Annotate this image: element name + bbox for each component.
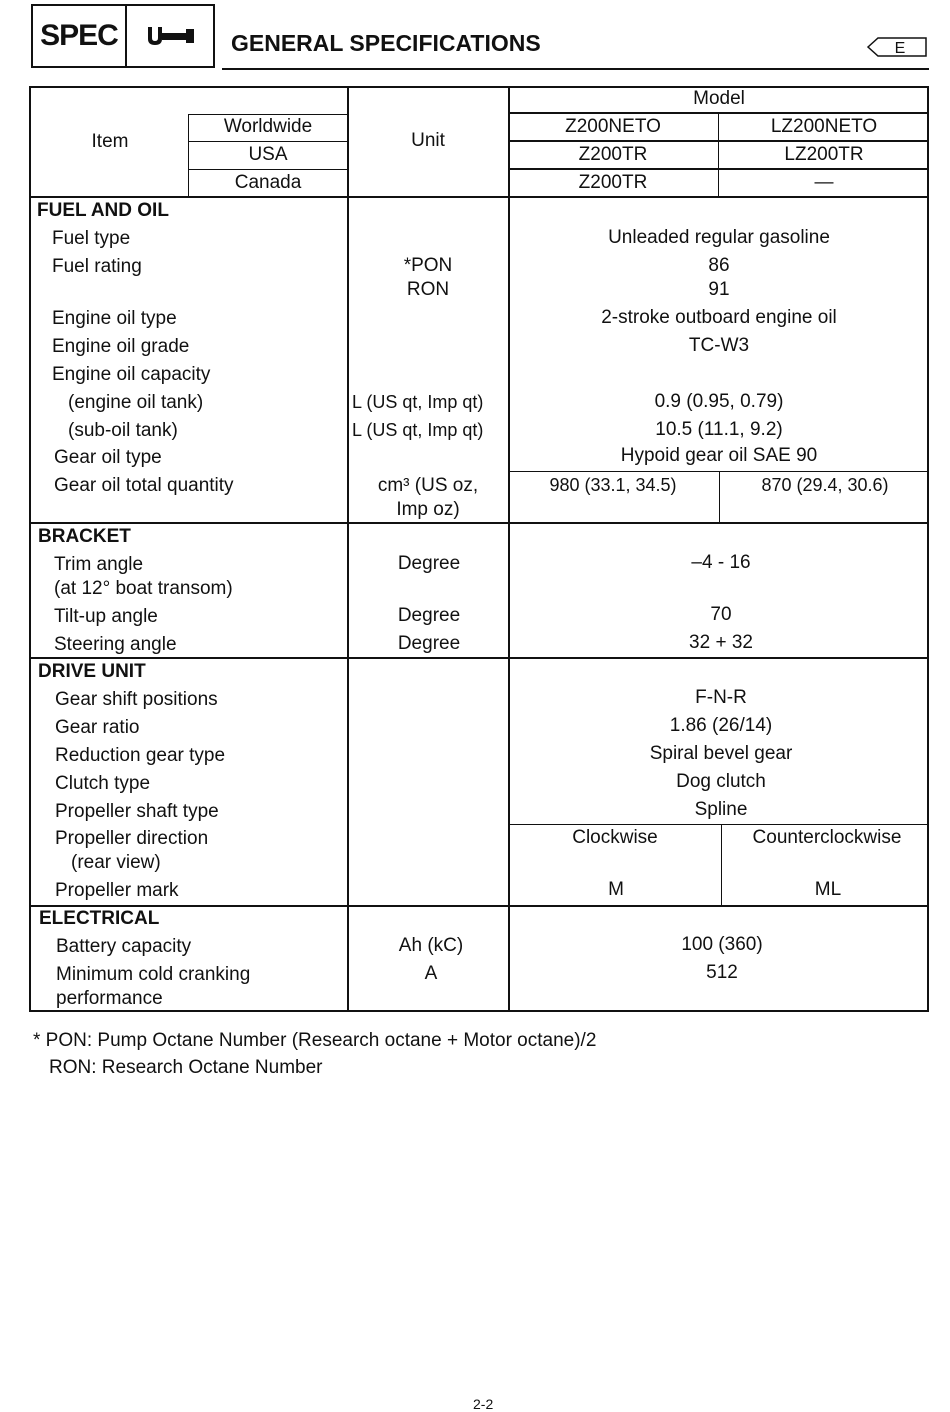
row-value: Counterclockwise — [752, 827, 902, 848]
row-item: Propeller direction — [55, 828, 209, 849]
model-cell: Z200NETO — [565, 116, 661, 137]
value-column-divider — [508, 88, 510, 1010]
row-unit: L (US qt, Imp qt) — [352, 420, 484, 440]
row-item: Reduction gear type — [55, 745, 226, 766]
spec-table — [29, 86, 929, 1012]
row-item: Fuel rating — [52, 256, 142, 277]
row-item: Tilt-up angle — [54, 606, 158, 627]
bracket-rule — [31, 522, 929, 524]
region-worldwide: Worldwide — [223, 116, 313, 137]
language-badge-label: E — [894, 40, 906, 57]
region-rule-2 — [188, 169, 348, 170]
region-divider — [188, 114, 189, 197]
row-item: performance — [56, 988, 163, 1009]
row-value: 32 + 32 — [689, 632, 753, 653]
row-item: Gear oil type — [54, 447, 162, 468]
row-value: 1.86 (26/14) — [669, 715, 773, 736]
row-value: 86 — [708, 255, 730, 276]
model-header: Model — [693, 88, 745, 109]
row-item: Engine oil grade — [52, 336, 190, 357]
gear-oil-rule — [509, 471, 929, 472]
row-value: Spiral bevel gear — [649, 743, 793, 764]
section-title: FUEL AND OIL — [37, 200, 169, 221]
row-unit: Imp oz) — [396, 499, 460, 520]
row-item: Steering angle — [54, 634, 177, 655]
row-item: Minimum cold cranking — [56, 964, 251, 985]
page-title: GENERAL SPECIFICATIONS — [231, 30, 541, 56]
header-bottom-rule — [31, 196, 929, 198]
gear-oil-split — [719, 472, 720, 522]
row-unit: A — [424, 963, 438, 984]
row-item: (rear view) — [71, 852, 161, 873]
section-badge — [31, 4, 215, 68]
model-cell: Z200TR — [578, 144, 648, 165]
row-unit: Degree — [397, 605, 461, 626]
row-value: 2-stroke outboard engine oil — [601, 307, 837, 328]
row-item: Clutch type — [55, 773, 151, 794]
propeller-rule — [509, 824, 929, 825]
footnote-pon: * PON: Pump Octane Number (Research octane + Motor octane)/2 — [33, 1030, 597, 1051]
row-item: Fuel type — [52, 228, 131, 249]
row-value: Hypoid gear oil SAE 90 — [620, 445, 818, 466]
unit-header: Unit — [411, 130, 445, 151]
section-title: BRACKET — [38, 526, 131, 547]
page-number: 2-2 — [473, 1396, 494, 1412]
row-item: Battery capacity — [56, 936, 192, 957]
row-item: Engine oil type — [52, 308, 177, 329]
row-value: 70 — [710, 604, 732, 625]
row-item: Gear ratio — [55, 717, 140, 738]
model-cell: Z200TR — [578, 172, 648, 193]
region-rule-1 — [188, 141, 348, 142]
row-item: (sub-oil tank) — [68, 420, 178, 441]
row-item: (engine oil tank) — [68, 392, 204, 413]
region-canada: Canada — [234, 172, 302, 193]
row-value: 100 (360) — [681, 934, 763, 955]
row-unit: Ah (kC) — [398, 935, 464, 956]
region-rule-top — [188, 114, 348, 115]
row-value: 91 — [708, 279, 730, 300]
row-value: M — [608, 879, 624, 900]
row-value: –4 - 16 — [691, 552, 751, 573]
section-title: ELECTRICAL — [39, 908, 160, 929]
row-value: Dog clutch — [676, 771, 766, 792]
row-value: Clockwise — [572, 827, 658, 848]
row-value: ML — [814, 879, 842, 900]
model-cell: — — [814, 172, 834, 193]
model-rule-2 — [509, 168, 929, 170]
model-divider — [718, 114, 719, 197]
model-cell: LZ200NETO — [770, 116, 878, 137]
row-value: Unleaded regular gasoline — [608, 227, 830, 248]
row-value: 980 (33.1, 34.5) — [549, 475, 677, 495]
section-title: DRIVE UNIT — [38, 661, 146, 682]
unit-column-divider — [347, 88, 349, 1010]
row-unit: L (US qt, Imp qt) — [352, 392, 484, 412]
row-item: (at 12° boat transom) — [54, 578, 233, 599]
row-item: Propeller shaft type — [55, 801, 219, 822]
row-unit: Degree — [397, 633, 461, 654]
footnote-ron: RON: Research Octane Number — [49, 1057, 323, 1078]
model-rule-1 — [509, 140, 929, 142]
wrench-icon — [127, 6, 213, 66]
title-underline — [222, 68, 929, 70]
row-value: 0.9 (0.95, 0.79) — [654, 391, 784, 412]
drive-unit-rule — [31, 657, 929, 659]
model-cell: LZ200TR — [784, 144, 864, 165]
row-item: Gear oil total quantity — [54, 475, 234, 496]
row-unit: Degree — [397, 553, 461, 574]
row-value: F-N-R — [695, 687, 747, 708]
electrical-rule — [31, 905, 929, 907]
region-usa: USA — [248, 144, 288, 165]
row-unit: *PON — [403, 255, 453, 276]
row-item: Gear shift positions — [55, 689, 218, 710]
row-value: Spline — [694, 799, 748, 820]
propeller-split — [721, 825, 722, 907]
row-item: Propeller mark — [55, 880, 179, 901]
row-value: 10.5 (11.1, 9.2) — [655, 419, 783, 440]
row-item: Trim angle — [54, 554, 144, 575]
row-unit: RON — [406, 279, 450, 300]
row-value: 870 (29.4, 30.6) — [761, 475, 889, 495]
row-value: 512 — [706, 962, 738, 983]
language-badge — [866, 36, 928, 63]
row-unit: cm³ (US oz, — [377, 475, 479, 496]
section-badge-label: SPEC — [33, 6, 127, 66]
row-item: Engine oil capacity — [52, 364, 211, 385]
row-value: TC-W3 — [688, 335, 750, 356]
item-header: Item — [91, 131, 129, 152]
model-rule — [509, 112, 929, 114]
